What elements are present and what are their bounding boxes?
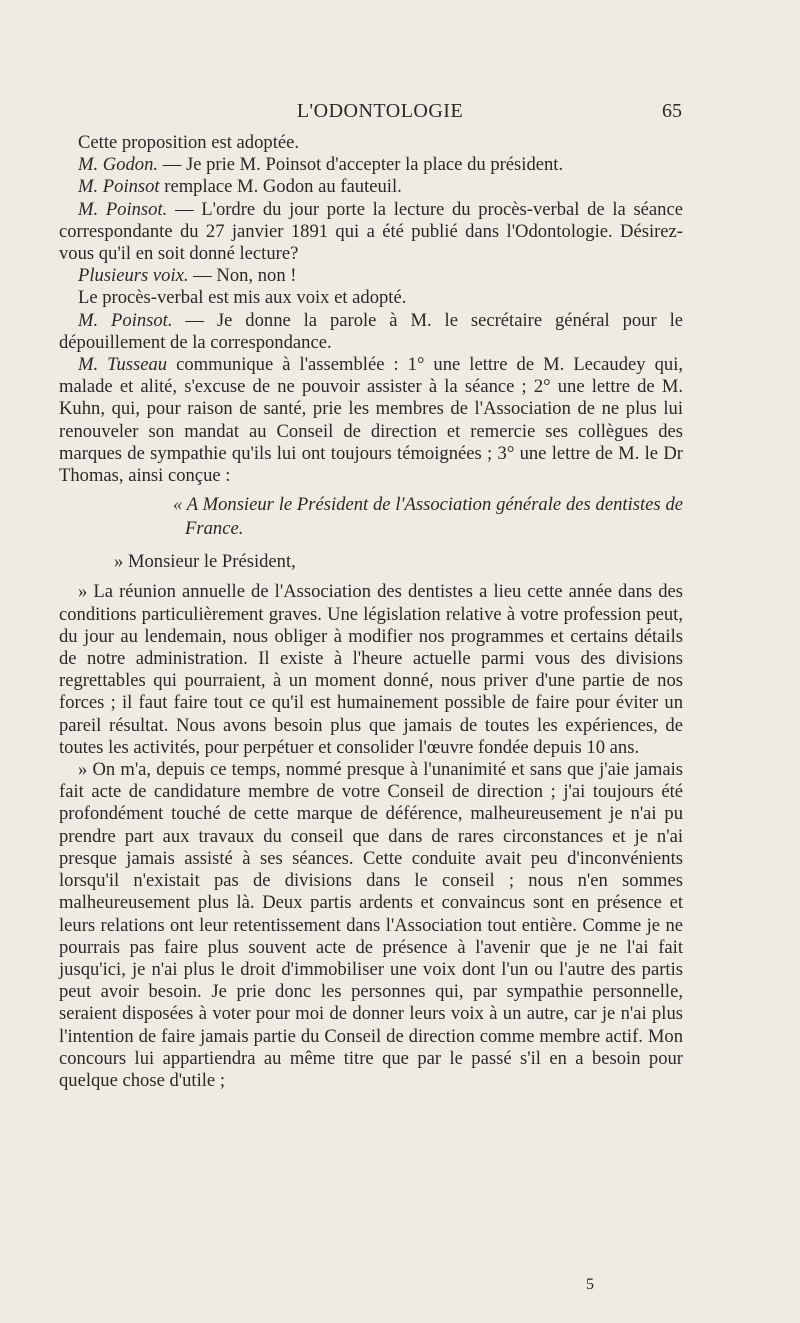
paragraph [59,176,683,198]
paragraph [59,132,683,154]
paragraph [59,310,683,354]
speaker-name: M. Poinsot [78,176,160,198]
letter-address: « A Monsieur le Président de l'Association générale des dentistes de France. [173,494,683,540]
paragraph [59,287,683,309]
paragraph-text: — L'ordre du jour porte la lecture du procès-verbal de la séance correspondante du 27 janvier 1891 qui a été publié dans l'Odontologie. Désirez-vous qu'il en soit donné lecture? [59,198,683,265]
speaker-name: M. Poinsot. [78,309,173,331]
letter-paragraph: » On m'a, depuis ce temps, nommé presque à l'unanimité et sans que j'aie jamais fait acte de candidature membre de votre Conseil de direction ; j'ai toujours été profondément touché de cette marque de déférence, malheureusement je n'ai pu prendre part aux travaux du conseil que dans de rares circonstances et je n'ai presque jamais assisté à ses séances. Cette conduite avait peu d'inconvénients lorsqu'il n'existait pas de divisions dans le conseil ; nous n'en sommes malheureusement plus là. Deux partis ardents et convaincus sont en présence et leurs relations ont leur retentissement dans l'Association tout entière. Comme je ne pourrais pas faire plus souvent acte de présence à l'avenir que je ne l'ai fait jusqu'ici, je n'ai plus le droit d'immobiliser une voix dont l'un ou l'autre des partis peut avoir besoin. Je prie donc les personnes qui, par sympathie personnelle, seraient disposées à voter pour moi de donner leurs voix à un autre, car je n'ai plus l'intention de faire jamais partie du Conseil de direction comme membre actif. Mon concours lui appartiendra au même titre que par le passé s'il en a besoin pour quelque chose d'utile ; [59,759,683,1091]
paragraph [59,265,683,287]
speaker-name: Plusieurs voix. [78,265,189,287]
paragraph-text: — Je prie M. Poinsot d'accepter la place du président. [158,154,564,176]
running-head: L'ODONTOLOGIE [296,100,464,122]
signature-mark: 5 [586,1276,594,1293]
page-number: 65 [662,100,682,122]
paragraph-text: Cette proposition est adoptée. [78,132,300,153]
paragraph-text: Le procès-verbal est mis aux voix et adopté. [78,287,407,309]
paragraph-text: — Non, non ! [188,265,297,287]
paragraph [59,354,683,487]
paragraph-text: — Je donne la parole à M. le secrétaire général pour le dépouillement de la correspondance. [59,309,683,353]
speaker-name: M. Poinsot. [78,198,168,220]
speaker-name: M. Tusseau [78,354,168,376]
body-text [59,132,683,1092]
speaker-name: M. Godon. [78,154,159,176]
paragraph-text: remplace M. Godon au fauteuil. [159,176,402,198]
letter-salutation: » Monsieur le Président, [114,551,296,573]
page-header [80,100,680,128]
letter-paragraph: » La réunion annuelle de l'Association des dentistes a lieu cette année dans des conditions particulièrement graves. Une législation relative à votre profession peut, du jour au lendemain, nous obliger à modifier nos programmes et certains détails de notre administration. Il existe à l'heure actuelle parmi vous des divisions regrettables qui pourraient, à un moment donné, nous priver d'une partie de nos forces ; il faut faire tout ce qu'il est humainement possible de faire pour éviter un pareil résultat. Nous avons besoin plus que jamais de toutes les expériences, de toutes les activités, pour perpétuer et consolider l'œuvre fondée depuis 10 ans. [59,581,683,758]
paragraph [59,154,683,176]
paragraph-text: communique à l'assemblée : 1° une lettre de M. Lecaudey qui, malade et alité, s'excuse de ne pouvoir assister à la séance ; 2° une lettre de M. Kuhn, qui, pour raison de santé, prie les membres de l'Association de ne plus lui renouveler son mandat au Conseil de direction et remercie ses collègues des marques de sympathie qu'ils lui ont toujours témoignées ; 3° une lettre de M. le Dr Thomas, ainsi conçue : [59,354,684,487]
paragraph [59,199,683,266]
